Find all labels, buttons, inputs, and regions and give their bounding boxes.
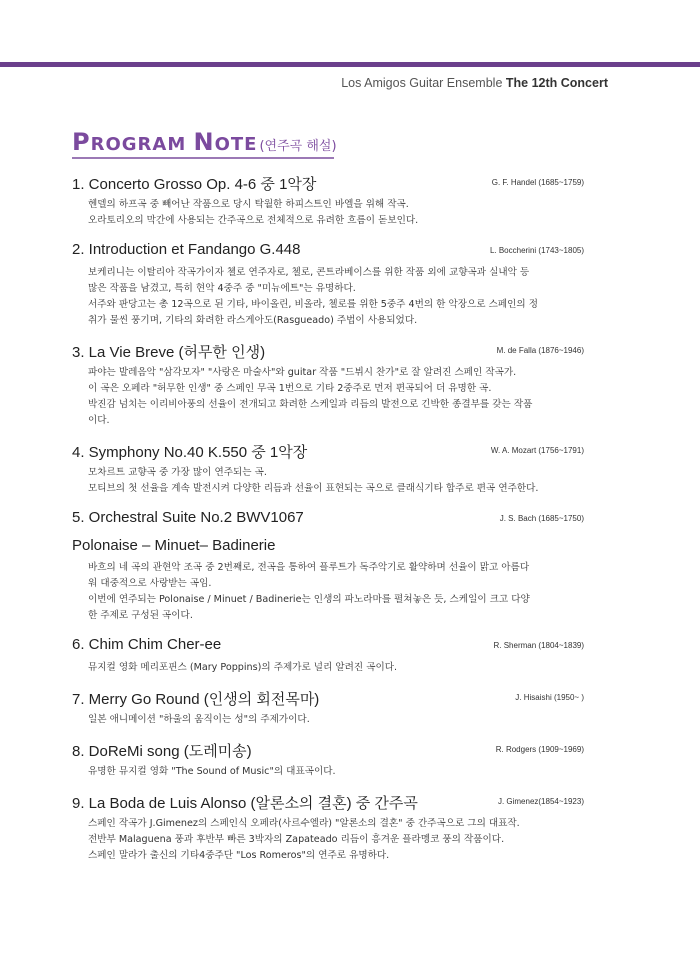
program-item — [72, 509, 584, 624]
title-main: PROGRAM NOTE — [72, 128, 258, 156]
title-sub: (연주곡 해설) — [259, 139, 337, 154]
header-rule — [0, 62, 700, 67]
composer: W. A. Mozart (1756~1791) — [490, 446, 584, 455]
composer: M. de Falla (1876~1946) — [496, 346, 584, 355]
composer: G. F. Handel (1685~1759) — [491, 178, 584, 187]
program-title: 3. La Vie Breve (허무한 인생) — [72, 344, 266, 361]
program-subtitle: Polonaise – Minuet– Badinerie — [72, 537, 276, 554]
program-description: 헨델의 하프곡 중 빼어난 작품으로 당시 탁월한 하피스트인 바엘을 위해 작곡. 오라토리오의 막간에 사용되는 간주곡으로 전체적으로 유려한 흐름이 돋보인다. — [88, 199, 419, 226]
program-title: 5. Orchestral Suite No.2 BWV1067 — [72, 509, 304, 526]
program-item — [72, 441, 584, 497]
program-title: 6. Chim Chim Cher-ee — [72, 636, 222, 653]
page-title — [72, 128, 337, 156]
program-item — [72, 636, 584, 676]
program-title: 2. Introduction et Fandango G.448 — [72, 241, 301, 258]
composer: J. S. Bach (1685~1750) — [499, 514, 584, 523]
program-description: 바흐의 네 곡의 관현악 조곡 중 2번째로, 전곡을 통하여 플루트가 독주악기로 활약하며 선율이 맑고 아름다 워 대중적으로 사랑받는 곡임. 이번에 연주되는 Polonaise / Minuet / Badinerie는 인생의 파노라마를 펼쳐놓은 듯, 스케일이 크고 다양 한 주제로 구성된 곡이다. — [88, 562, 530, 621]
concert-header — [341, 76, 608, 90]
program-description: 일본 애니메이션 "하울의 움직이는 성"의 주제가이다. — [88, 714, 310, 725]
title-underline — [72, 157, 334, 159]
composer: L. Boccherini (1743~1805) — [489, 246, 584, 255]
composer: J. Gimenez(1854~1923) — [497, 797, 584, 806]
program-item — [72, 688, 584, 728]
program-description: 뮤지컬 영화 메리포핀스 (Mary Poppins)의 주제가로 널리 알려진 곡이다. — [88, 662, 398, 673]
program-title: 7. Merry Go Round (인생의 회전목마) — [72, 691, 320, 708]
program-item — [72, 173, 584, 229]
program-item — [72, 341, 584, 429]
program-title: 4. Symphony No.40 K.550 중 1악장 — [72, 444, 308, 461]
composer: J. Hisaishi (1950~ ) — [515, 693, 584, 702]
program-list — [72, 173, 584, 864]
program-description: 스페인 작곡가 J.Gimenez의 스페인식 오페라(사르수엘라) "알론소의 결혼" 중 간주곡으로 그의 대표작. 전반부 Malaguena 풍과 후반부 빠른 3박자의 Zapateado 리듬이 흥겨운 플라멩코 풍의 작품이다. 스페인 말라가 출신의 기타4중주단 "Los Romeros"의 연주로 유명하다. — [88, 818, 520, 861]
program-item — [72, 241, 584, 329]
ensemble-name: Los Amigos Guitar Ensemble — [341, 76, 503, 90]
program-description: 유명한 뮤지컬 영화 "The Sound of Music"의 대표곡이다. — [88, 766, 336, 777]
program-title: 8. DoReMi song (도레미송) — [72, 743, 252, 760]
composer: R. Rodgers (1909~1969) — [495, 745, 584, 754]
composer: R. Sherman (1804~1839) — [493, 641, 584, 650]
concert-name: The 12th Concert — [505, 76, 608, 90]
program-item — [72, 792, 584, 864]
program-description: 파야는 발레음악 "삼각모자" "사랑은 마술사"와 guitar 작품 "드뷔시 찬가"로 잘 알려진 스페인 작곡가. 이 곡은 오페라 "허무한 인생" 중 스페인 무곡 1번으로 기타 2중주로 먼저 편곡되어 더 유명한 곡. 박진감 넘치는 이리비아풍의 선율이 전개되고 화려한 스케일과 리듬의 발전으로 긴박한 종결부를 갖는 작품 이다. — [88, 367, 533, 426]
program-title: 1. Concerto Grosso Op. 4-6 중 1악장 — [72, 176, 317, 193]
program-title: 9. La Boda de Luis Alonso (알론소의 결혼) 중 간주곡 — [72, 795, 418, 812]
program-description: 모차르트 교향곡 중 가장 많이 연주되는 곡. 모티브의 첫 선율을 계속 발전시켜 다양한 리듬과 선율이 표현되는 곡으로 클래식기타 합주로 편곡 연주한다. — [88, 467, 539, 494]
program-description: 보케리니는 이탈리아 작곡가이자 첼로 연주자로, 첼로, 콘트라베이스를 위한 작품 외에 교향곡과 실내악 등 많은 작품을 남겼고, 특히 현악 4중주 중 "미뉴에트"는 유명하다. 서주와 판당고는 총 12곡으로 된 기타, 바이올린, 비올라, 첼로를 위한 5중주 4번의 한 악장으로 스페인의 정 취가 물씬 풍기며, 기타의 화려한 라스게아도(Rasgueado) 주법이 사용되었다. — [88, 267, 539, 326]
program-item — [72, 740, 584, 780]
